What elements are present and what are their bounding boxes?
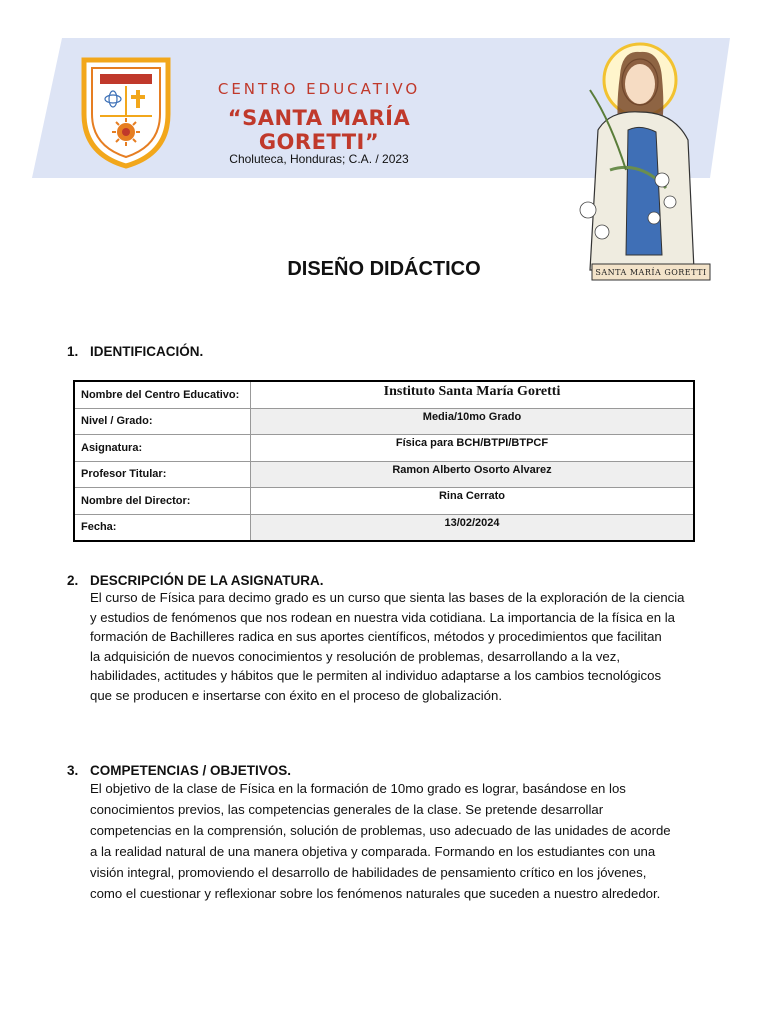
row-label: Asignatura: (74, 435, 251, 462)
section-descripcion (67, 573, 699, 705)
row-value: Media/10mo Grado (251, 408, 695, 435)
row-label: Nombre del Centro Educativo: (74, 381, 251, 408)
document-title: DISEÑO DIDÁCTICO (287, 258, 481, 280)
school-seal-logo (78, 52, 174, 170)
table-row (74, 435, 694, 462)
table-row (74, 381, 694, 408)
section-heading (67, 344, 699, 359)
table-row (74, 461, 694, 488)
table-row (74, 408, 694, 435)
paragraph-line: El curso de Física para decimo grado es un curso que sienta las bases de la exploración de la ciencia (90, 590, 685, 605)
section-heading (67, 573, 699, 588)
table-row (74, 514, 694, 541)
paragraph-line: visión integral, promoviendo el desarrollo de habilidades de pensamiento crítico en los jóvenes, (90, 865, 647, 880)
paragraph-line: como el cuestionar y reflexionar sobre los fenómenos naturales que suceden a nuestro alrededor. (90, 886, 661, 901)
row-label: Fecha: (74, 514, 251, 541)
paragraph-line: la adquisición de nuevos conocimientos y resolución de problemas, desarrollando a la vez, (90, 648, 621, 664)
section-identificacion (67, 344, 699, 359)
section-number: 1. (67, 344, 79, 359)
paragraph-line: conocimientos previos, las competencias generales de la clase. Se pretende desarrollar (90, 802, 604, 817)
row-value: Instituto Santa María Goretti (251, 381, 695, 408)
paragraph-line: competencias en la comprensión, solución de problemas, uso adecuado de las unidades de acorde (90, 823, 671, 838)
paragraph-line: habilidades, actitudes y hábitos que le permiten al individuo adaptarse a los cambios tecnológicos (90, 668, 662, 683)
row-value: Rina Cerrato (251, 488, 695, 515)
section-title: COMPETENCIAS / OBJETIVOS. (90, 763, 292, 778)
school-type-label: CENTRO EDUCATIVO (217, 80, 421, 98)
saint-illustration (570, 20, 720, 288)
section-number: 3. (67, 763, 79, 778)
school-header-text (186, 80, 452, 166)
paragraph-line: que se producen e insertarse con éxito en el proceso de globalización. (90, 687, 503, 703)
identification-table (73, 380, 695, 542)
section-title: DESCRIPCIÓN DE LA ASIGNATURA. (90, 573, 324, 588)
section-paragraph (90, 588, 699, 705)
school-location-line: Choluteca, Honduras; C.A. / 2023 (229, 152, 409, 166)
section-competencias (67, 763, 699, 904)
section-title: IDENTIFICACIÓN. (90, 344, 204, 359)
paragraph-line: formación de Bachilleres radica en sus aportes científicos, métodos y procedimientos que facilitan (90, 629, 662, 644)
row-value: 13/02/2024 (251, 514, 695, 541)
row-label: Nivel / Grado: (74, 408, 251, 435)
row-label: Profesor Titular: (74, 461, 251, 488)
saint-caption: SANTA MARÍA GORETTI (595, 268, 707, 277)
section-number: 2. (67, 573, 79, 588)
school-name-title: “SANTA MARÍA GORETTI” (227, 106, 411, 154)
section-paragraph (90, 778, 699, 904)
row-label: Nombre del Director: (74, 488, 251, 515)
paragraph-line: y estudios de fenómenos que nos rodean en nuestra vida cotidiana. La importancia de la física en la (90, 609, 676, 625)
section-heading (67, 763, 699, 778)
paragraph-line: a la realidad natural de una manera objetiva y comparada. Formando en los estudiantes con una (90, 844, 656, 859)
table-row (74, 488, 694, 515)
row-value: Física para BCH/BTPI/BTPCF (251, 435, 695, 462)
row-value: Ramon Alberto Osorto Alvarez (251, 461, 695, 488)
paragraph-line: El objetivo de la clase de Física en la formación de 10mo grado es lograr, basándose en los (90, 781, 626, 796)
